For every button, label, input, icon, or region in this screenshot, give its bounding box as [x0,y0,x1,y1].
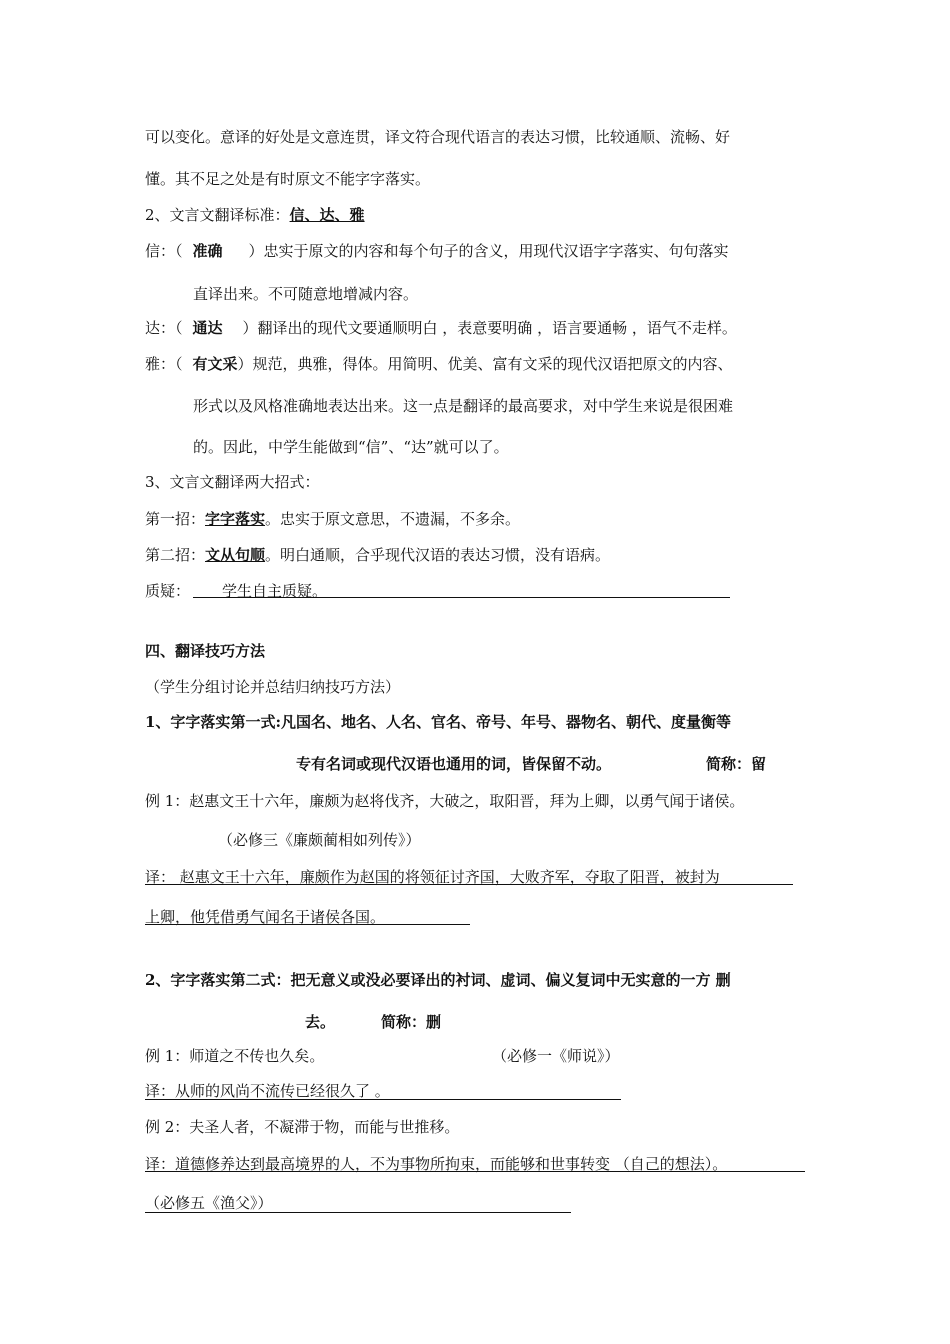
standard-xin [145,241,729,261]
underline [145,1099,621,1100]
translation-line: 译： 赵惠文王十六年，廉颇作为赵国的将领征讨齐国，大败齐军，夺取了阳晋，被封为 [145,868,720,886]
label: 质疑： [145,582,191,600]
method-one-heading-cont: 专有名词或现代汉语也通用的词，皆保留不动。 [296,755,612,773]
move-two [145,545,610,565]
underline [193,597,730,598]
standard-ya [145,354,733,374]
standard-da [145,318,737,338]
underline [145,884,793,885]
method-two-heading: 2、字字落实第二式：把无意义或没必要译出的衬词、虚词、偏义复词中无实意的一方 删 [145,971,731,989]
label: 信：（ [145,242,183,260]
text: ）规范，典雅，得体。用简明、优美、富有文采的现代汉语把原文的内容、 [237,355,733,373]
heading-two-moves: 3、文言文翻译两大招式： [145,473,320,491]
text: 学生自主质疑。 [222,582,328,600]
underline [145,1171,805,1172]
example-source: （必修一《师说》） [492,1047,620,1065]
keyword: 有文采 [192,355,238,373]
standard-xin-cont: 直译出来。不可随意地增减内容。 [193,285,419,303]
translation-source: （必修五《渔父》） [145,1194,273,1212]
label: 第二招： [145,546,206,564]
keyword: 通达 [192,319,223,337]
text: ）忠实于原文的内容和每个句子的含义，用现代汉语字字落实、句句落实 [248,242,729,260]
paragraph-line: 懂。其不足之处是有时原文不能字字落实。 [145,170,431,188]
section-title: 四、翻译技巧方法 [145,642,266,660]
heading-prefix: 2、文言文翻译标准： [145,206,290,224]
section-subtitle: （学生分组讨论并总结归纳技巧方法） [145,678,401,696]
keyword: 字字落实 [205,510,266,528]
method-two-heading-cont: 去。 [305,1013,336,1031]
example-source: （必修三《廉颇蔺相如列传》） [218,831,421,849]
underline [145,1212,571,1213]
heading-keywords: 信、达、雅 [289,206,365,224]
label: 达：（ [145,319,183,337]
example-line: 例 1：赵惠文王十六年，廉颇为赵将伐齐，大破之，取阳晋，拜为上卿，以勇气闻于诸侯。 [145,792,745,810]
label: 第一招： [145,510,206,528]
standard-ya-cont: 的。因此，中学生能做到“信”、“达”就可以了。 [193,438,509,456]
question-line [145,581,327,601]
method-one-short: 简称：留 [706,755,767,773]
text: 。明白通顺，合乎现代汉语的表达习惯，没有语病。 [265,546,611,564]
standard-ya-cont: 形式以及风格准确地表达出来。这一点是翻译的最高要求，对中学生来说是很困难 [193,397,734,415]
move-one [145,509,520,529]
underline [145,924,470,925]
method-two-short: 简称：删 [381,1013,442,1031]
method-one-heading: 1、字字落实第一式:凡国名、地名、人名、官名、帝号、年号、器物名、朝代、度量衡等 [145,713,731,731]
example-line: 例 1：师道之不传也久矣。 [145,1047,325,1065]
paragraph-line: 可以变化。意译的好处是文意连贯，译文符合现代语言的表达习惯，比较通顺、流畅、好 [145,128,731,146]
label: 雅：（ [145,355,183,373]
keyword: 准确 [192,242,223,260]
example-line: 例 2：夫圣人者，不凝滞于物，而能与世推移。 [145,1118,460,1136]
keyword: 文从句顺 [205,546,266,564]
translation-line: 上卿，他凭借勇气闻名于诸侯各国。 [145,908,386,926]
heading-translation-standard [145,205,365,225]
translation-line: 译：从师的风尚不流传已经很久了 。 [145,1082,390,1100]
text: ）翻译出的现代文要通顺明白 ，表意要明确 ，语言要通畅 ，语气不走样。 [242,319,737,337]
translation-line: 译：道德修养达到最高境界的人，不为事物所拘束，而能够和世事转变 （自己的想法）。 [145,1155,728,1173]
text: 。忠实于原文意思，不遗漏，不多余。 [265,510,521,528]
